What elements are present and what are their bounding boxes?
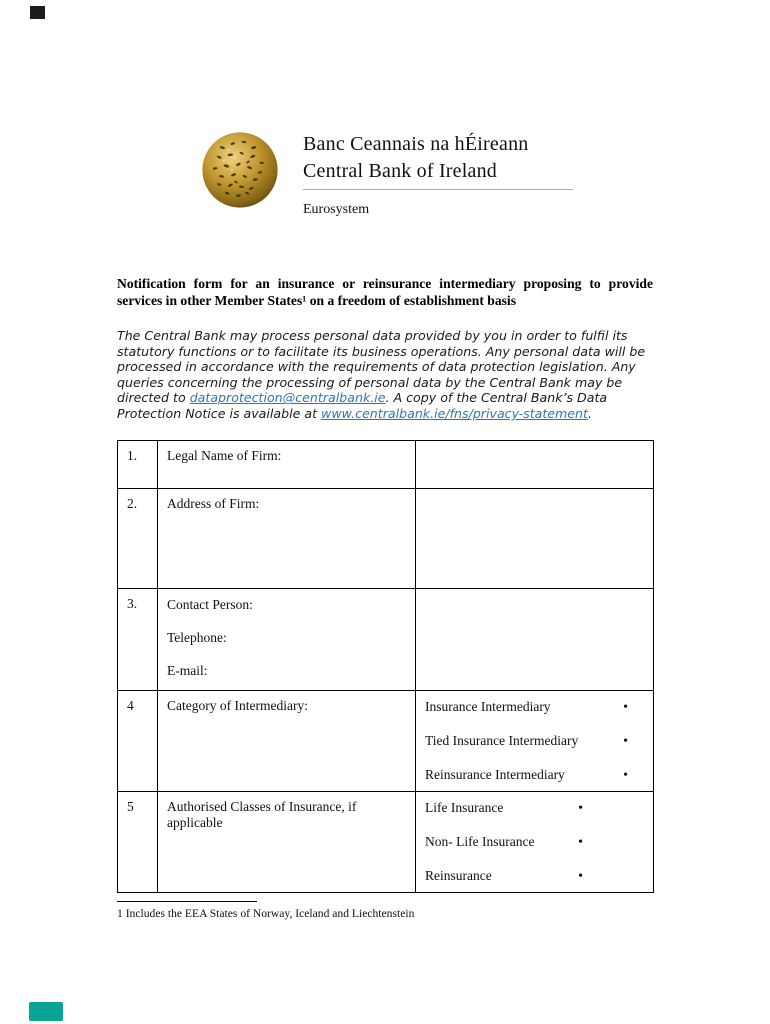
- logo-english-name: Central Bank of Ireland: [303, 160, 497, 182]
- option-label: Non- Life Insurance: [425, 833, 535, 849]
- row-number: 3.: [118, 588, 158, 690]
- logo-gold-underline: [303, 189, 573, 190]
- notification-form-table: [117, 440, 654, 893]
- gold-sphere-logo: [200, 130, 280, 210]
- bullet-icon: •: [623, 699, 628, 715]
- legal-name-field[interactable]: [416, 440, 654, 488]
- classes-options-cell: [416, 791, 654, 892]
- row-number: 4: [118, 690, 158, 791]
- bullet-icon: •: [623, 767, 628, 783]
- footnote-text: 1 Includes the EEA States of Norway, Iceland and Liechtenstein: [117, 906, 415, 920]
- row-number: 5: [118, 791, 158, 892]
- option-label: Life Insurance: [425, 799, 504, 815]
- intro-text-3: .: [587, 405, 592, 421]
- scan-artifact-bottom-left: [29, 1002, 63, 1021]
- bullet-icon: •: [578, 800, 583, 816]
- row-label: [158, 588, 416, 690]
- data-protection-paragraph: [117, 328, 657, 422]
- row-label: Address of Firm:: [158, 488, 416, 588]
- central-bank-logo: [200, 130, 573, 218]
- address-field[interactable]: [416, 488, 654, 588]
- option-label: Reinsurance: [425, 867, 492, 883]
- document-body: [117, 276, 653, 920]
- row-label: Category of Intermediary:: [158, 690, 416, 791]
- category-options-cell: [416, 690, 654, 791]
- table-row-address: [118, 488, 654, 588]
- footnote-divider: [117, 901, 257, 902]
- option-life-insurance: [425, 799, 583, 817]
- row-number: 1.: [118, 440, 158, 488]
- table-row-contact: [118, 588, 654, 690]
- bullet-icon: •: [578, 834, 583, 850]
- scan-artifact-top-left: [30, 6, 45, 19]
- option-insurance-intermediary: [425, 698, 628, 716]
- row-label: Legal Name of Firm:: [158, 440, 416, 488]
- form-title: Notification form for an insurance or reinsurance intermediary proposing to provide services in other Member States¹ on a freedom of establishment basis: [117, 276, 653, 308]
- logo-eurosystem: Eurosystem: [303, 202, 370, 217]
- email-label: E-mail:: [167, 662, 208, 678]
- option-label: Reinsurance Intermediary: [425, 766, 565, 782]
- option-label: Insurance Intermediary: [425, 698, 551, 714]
- bullet-icon: •: [623, 733, 628, 749]
- dataprotection-email-link[interactable]: dataprotection@centralbank.ie: [189, 390, 386, 406]
- option-label: Tied Insurance Intermediary: [425, 732, 579, 748]
- table-row-classes: [118, 791, 654, 892]
- table-row-legal-name: [118, 440, 654, 488]
- bullet-icon: •: [578, 868, 583, 884]
- footnote: [117, 901, 653, 920]
- row-label: Authorised Classes of Insurance, if applicable: [158, 791, 416, 892]
- intro-text-2: . A copy of the Central Bank’s Data Protection Notice is available at: [117, 390, 608, 421]
- option-reinsurance-intermediary: [425, 766, 628, 784]
- logo-wordmark: [303, 130, 573, 218]
- row-number: 2.: [118, 488, 158, 588]
- option-tied-insurance-intermediary: [425, 732, 628, 750]
- intro-text-1: The Central Bank may process personal data provided by you in order to fulfil its statutory functions or to facilitate its business operations. Any personal data will be processed in accordance with the requirements of data protection legislation. Any queries concerning the processing of personal data by the Central Bank may be directed to: [117, 328, 646, 406]
- option-reinsurance: [425, 867, 583, 885]
- contact-field[interactable]: [416, 588, 654, 690]
- option-non-life-insurance: [425, 833, 583, 851]
- contact-person-label: Contact Person:: [167, 596, 253, 612]
- privacy-statement-link[interactable]: www.centralbank.ie/fns/privacy-statement: [321, 405, 588, 421]
- logo-irish-name: Banc Ceannais na hÉireann: [303, 133, 529, 155]
- telephone-label: Telephone:: [167, 629, 227, 645]
- table-row-category: [118, 690, 654, 791]
